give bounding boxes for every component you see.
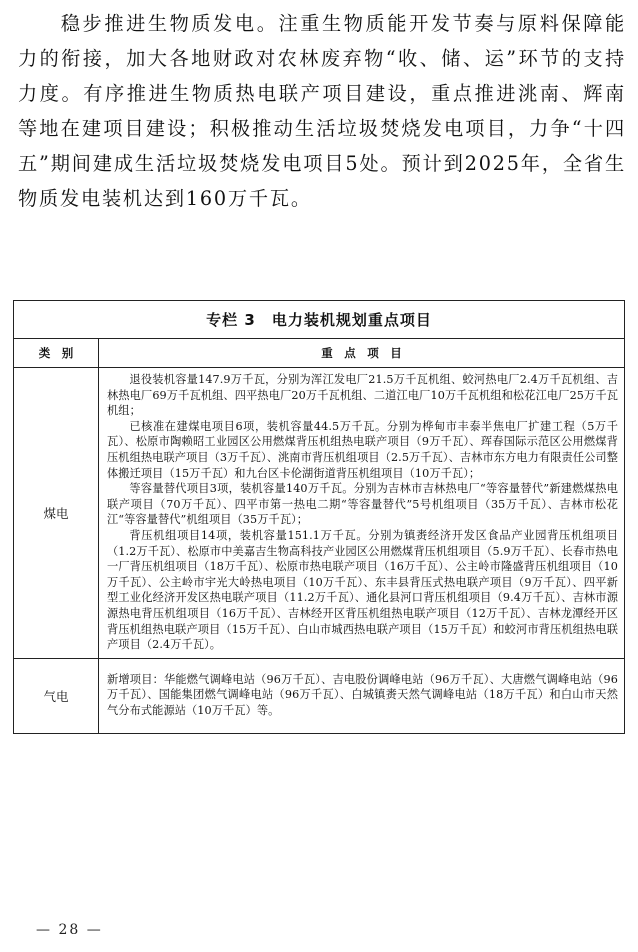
coal-paragraph-retired: 退役装机容量147.9万千瓦，分别为浑江发电厂21.5万千瓦机组、蛟河热电厂2.4万千瓦机组、吉林热电厂69万千瓦机组、四平热电厂20万千瓦机组、二道江电厂10万千瓦机组和松花江电厂25万千瓦机组； [107, 373, 618, 418]
projects-cell [99, 658, 625, 733]
column-header-projects: 重 点 项 目 [99, 339, 625, 368]
projects-cell [99, 368, 625, 659]
category-cell: 煤电 [14, 368, 99, 659]
table-title: 专栏 3 电力装机规划重点项目 [14, 301, 625, 339]
coal-paragraph-replacement: 等容量替代项目3项，装机容量140万千瓦。分别为吉林市吉林热电厂“等容量替代”新建燃煤热电联产项目（70万千瓦）、四平市第一热电二期“等容量替代”5号机组项目（35万千瓦）、吉林市松花江“等容量替代”机组项目（35万千瓦）； [107, 482, 618, 527]
project-table [13, 300, 625, 734]
coal-paragraph-approved: 已核准在建煤电项目6项，装机容量44.5万千瓦。分别为桦甸市丰泰半焦电厂扩建工程（5万千瓦）、松原市陶赖昭工业园区公用燃煤背压机组热电联产项目（9万千瓦）、珲春国际示范区公用燃煤背压机组热电联产项目（3万千瓦）、洮南市背压机组项目（2.5万千瓦）、吉林市东方电力有限责任公司整体搬迁项目（15万千瓦）和九台区卡伦湖街道背压机组项目（10万千瓦）； [107, 419, 618, 480]
table-row-coal [14, 368, 625, 659]
page-number: — 28 — [36, 922, 103, 938]
intro-text: 稳步推进生物质发电。注重生物质能开发节奏与原料保障能力的衔接，加大各地财政对农林废弃物“收、储、运”环节的支持力度。有序推进生物质热电联产项目建设，重点推进洮南、辉南等地在建项目建设；积极推动生活垃圾焚烧发电项目，力争“十四五”期间建成生活垃圾焚烧发电项目5处。预计到2025年，全省生物质发电装机达到160万千瓦。 [18, 12, 626, 210]
coal-paragraph-backpressure: 背压机组项目14项，装机容量151.1万千瓦。分别为镇赉经济开发区食品产业园背压机组项目（1.2万千瓦）、松原市中美嘉吉生物高科技产业园区公用燃煤背压机组项目（5.9万千瓦）、长春市热电一厂背压机组项目（18万千瓦）、松原市热电联产项目（16万千瓦）、公主岭市隆盛背压机组项目（10万千瓦）、公主岭市宇光大岭热电项目（10万千瓦）、东丰县背压式热电联产项目（9万千瓦）、四平新型工业化经济开发区热电联产项目（11.2万千瓦）、通化县河口背压机组项目（9.4万千瓦）、吉林市源源热电背压机组项目（16万千瓦）、吉林经开区背压机组热电联产项目（12万千瓦）、吉林龙潭经开区背压机组热电联产项目（15万千瓦）、白山市城西热电联产项目（15万千瓦）和蛟河市背压机组热电联产项目（2.4万千瓦）。 [107, 528, 618, 652]
column-header-category: 类 别 [14, 339, 99, 368]
intro-paragraph [18, 6, 626, 216]
table-row-gas [14, 658, 625, 733]
gas-paragraph-new: 新增项目：华能燃气调峰电站（96万千瓦）、吉电股份调峰电站（96万千瓦）、大唐燃气调峰电站（96万千瓦）、国能集团燃气调峰电站（96万千瓦）、白城镇赉天然气调峰电站（18万千瓦）和白山市天然气分布式能源站（10万千瓦）等。 [107, 672, 618, 717]
category-cell: 气电 [14, 658, 99, 733]
